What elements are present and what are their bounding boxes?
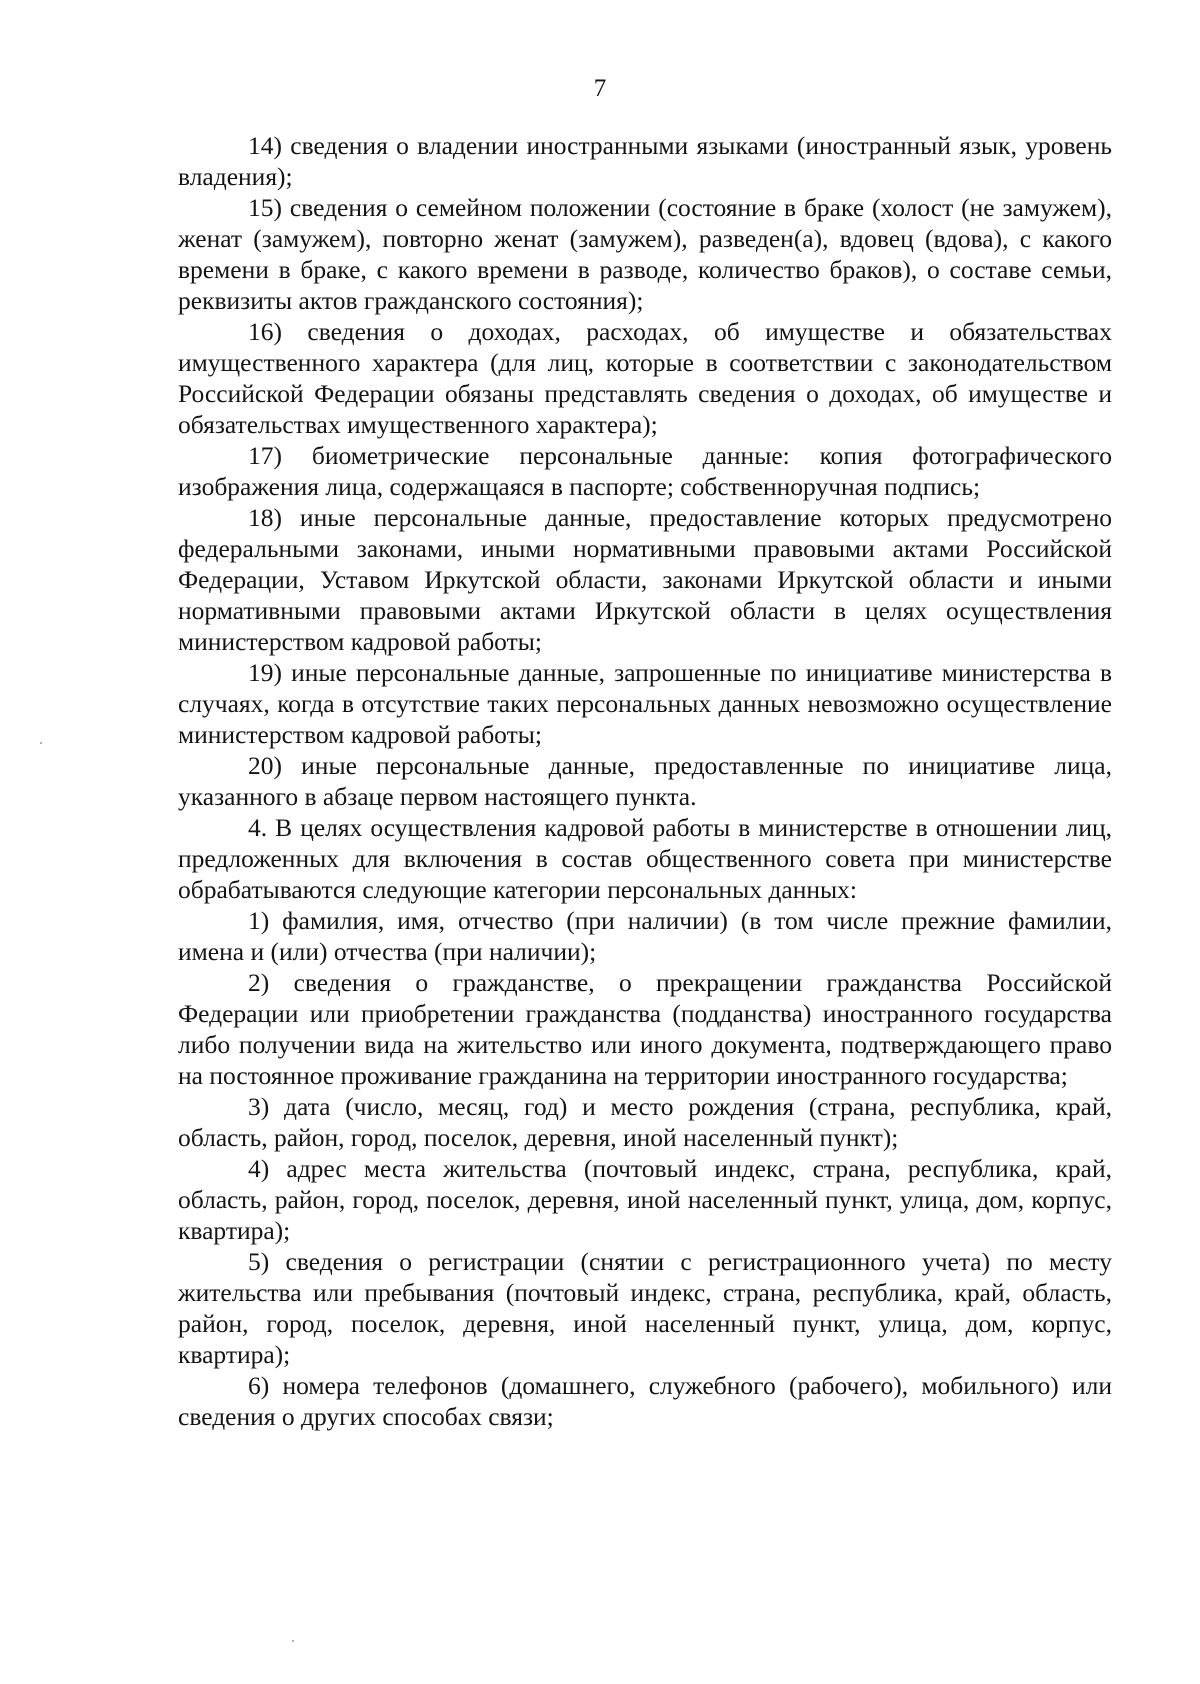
section-4-item-2: 2) сведения о гражданстве, о прекращении гражданства Российской Федерации или приобретении гражданства (подданства) иностранного государства либо получении вида на жительство или иного документа, подтверждающего право на постоянное проживание гражданина на территории иностранного государства; (178, 968, 1112, 1090)
section-4-item-5: 5) сведения о регистрации (снятии с регистрационного учета) по месту жительства или пребывания (почтовый индекс, страна, республика, край, область, район, город, поселок, деревня, иной населенный пункт, улица, дом, корпус, квартира); (178, 1247, 1112, 1369)
list-item-18: 18) иные персональные данные, предоставление которых предусмотрено федеральными законами, иными нормативными правовыми актами Российской Федерации, Уставом Иркутской области, законами Иркутской области и иными нормативными правовыми актами Иркутской области в целях осуществления министерством кадровой работы; (178, 503, 1112, 656)
section-4-item-1: 1) фамилия, имя, отчество (при наличии) (в том числе прежние фамилии, имена и (или) отчества (при наличии); (178, 906, 1112, 966)
section-4-intro: 4. В целях осуществления кадровой работы в министерстве в отношении лиц, предложенных для включения в состав общественного совета при министерстве обрабатываются следующие категории персональных данных: (178, 813, 1112, 904)
section-4-item-3: 3) дата (число, месяц, год) и место рождения (страна, республика, край, область, район, город, поселок, деревня, иной населенный пункт); (178, 1092, 1112, 1152)
page-number: 7 (593, 75, 607, 102)
section-4-item-4: 4) адрес места жительства (почтовый индекс, страна, республика, край, область, район, город, поселок, деревня, иной населенный пункт, улица, дом, корпус, квартира); (178, 1154, 1112, 1245)
list-item-15: 15) сведения о семейном положении (состояние в браке (холост (не замужем), женат (замужем), повторно женат (замужем), разведен(а), вдовец (вдова), с какого времени в браке, с какого времени в разводе, количество браков), о составе семьи, реквизиты актов гражданского состояния); (178, 193, 1112, 315)
scan-speck (292, 1640, 294, 1642)
list-item-17: 17) биометрические персональные данные: копия фотографического изображения лица, содержащаяся в паспорте; собственноручная подпись; (178, 441, 1112, 501)
list-item-14: 14) сведения о владении иностранными языками (иностранный язык, уровень владения); (178, 131, 1112, 191)
document-body (178, 130, 1112, 1432)
scan-speck (40, 742, 42, 744)
list-item-19: 19) иные персональные данные, запрошенные по инициативе министерства в случаях, когда в отсутствие таких персональных данных невозможно осуществление министерством кадровой работы; (178, 658, 1112, 749)
list-item-20: 20) иные персональные данные, предоставленные по инициативе лица, указанного в абзаце первом настоящего пункта. (178, 751, 1112, 811)
list-item-16: 16) сведения о доходах, расходах, об имуществе и обязательствах имущественного характера (для лиц, которые в соответствии с законодательством Российской Федерации обязаны представлять сведения о доходах, об имуществе и обязательствах имущественного характера); (178, 317, 1112, 439)
section-4-item-6: 6) номера телефонов (домашнего, служебного (рабочего), мобильного) или сведения о других способах связи; (178, 1371, 1112, 1431)
